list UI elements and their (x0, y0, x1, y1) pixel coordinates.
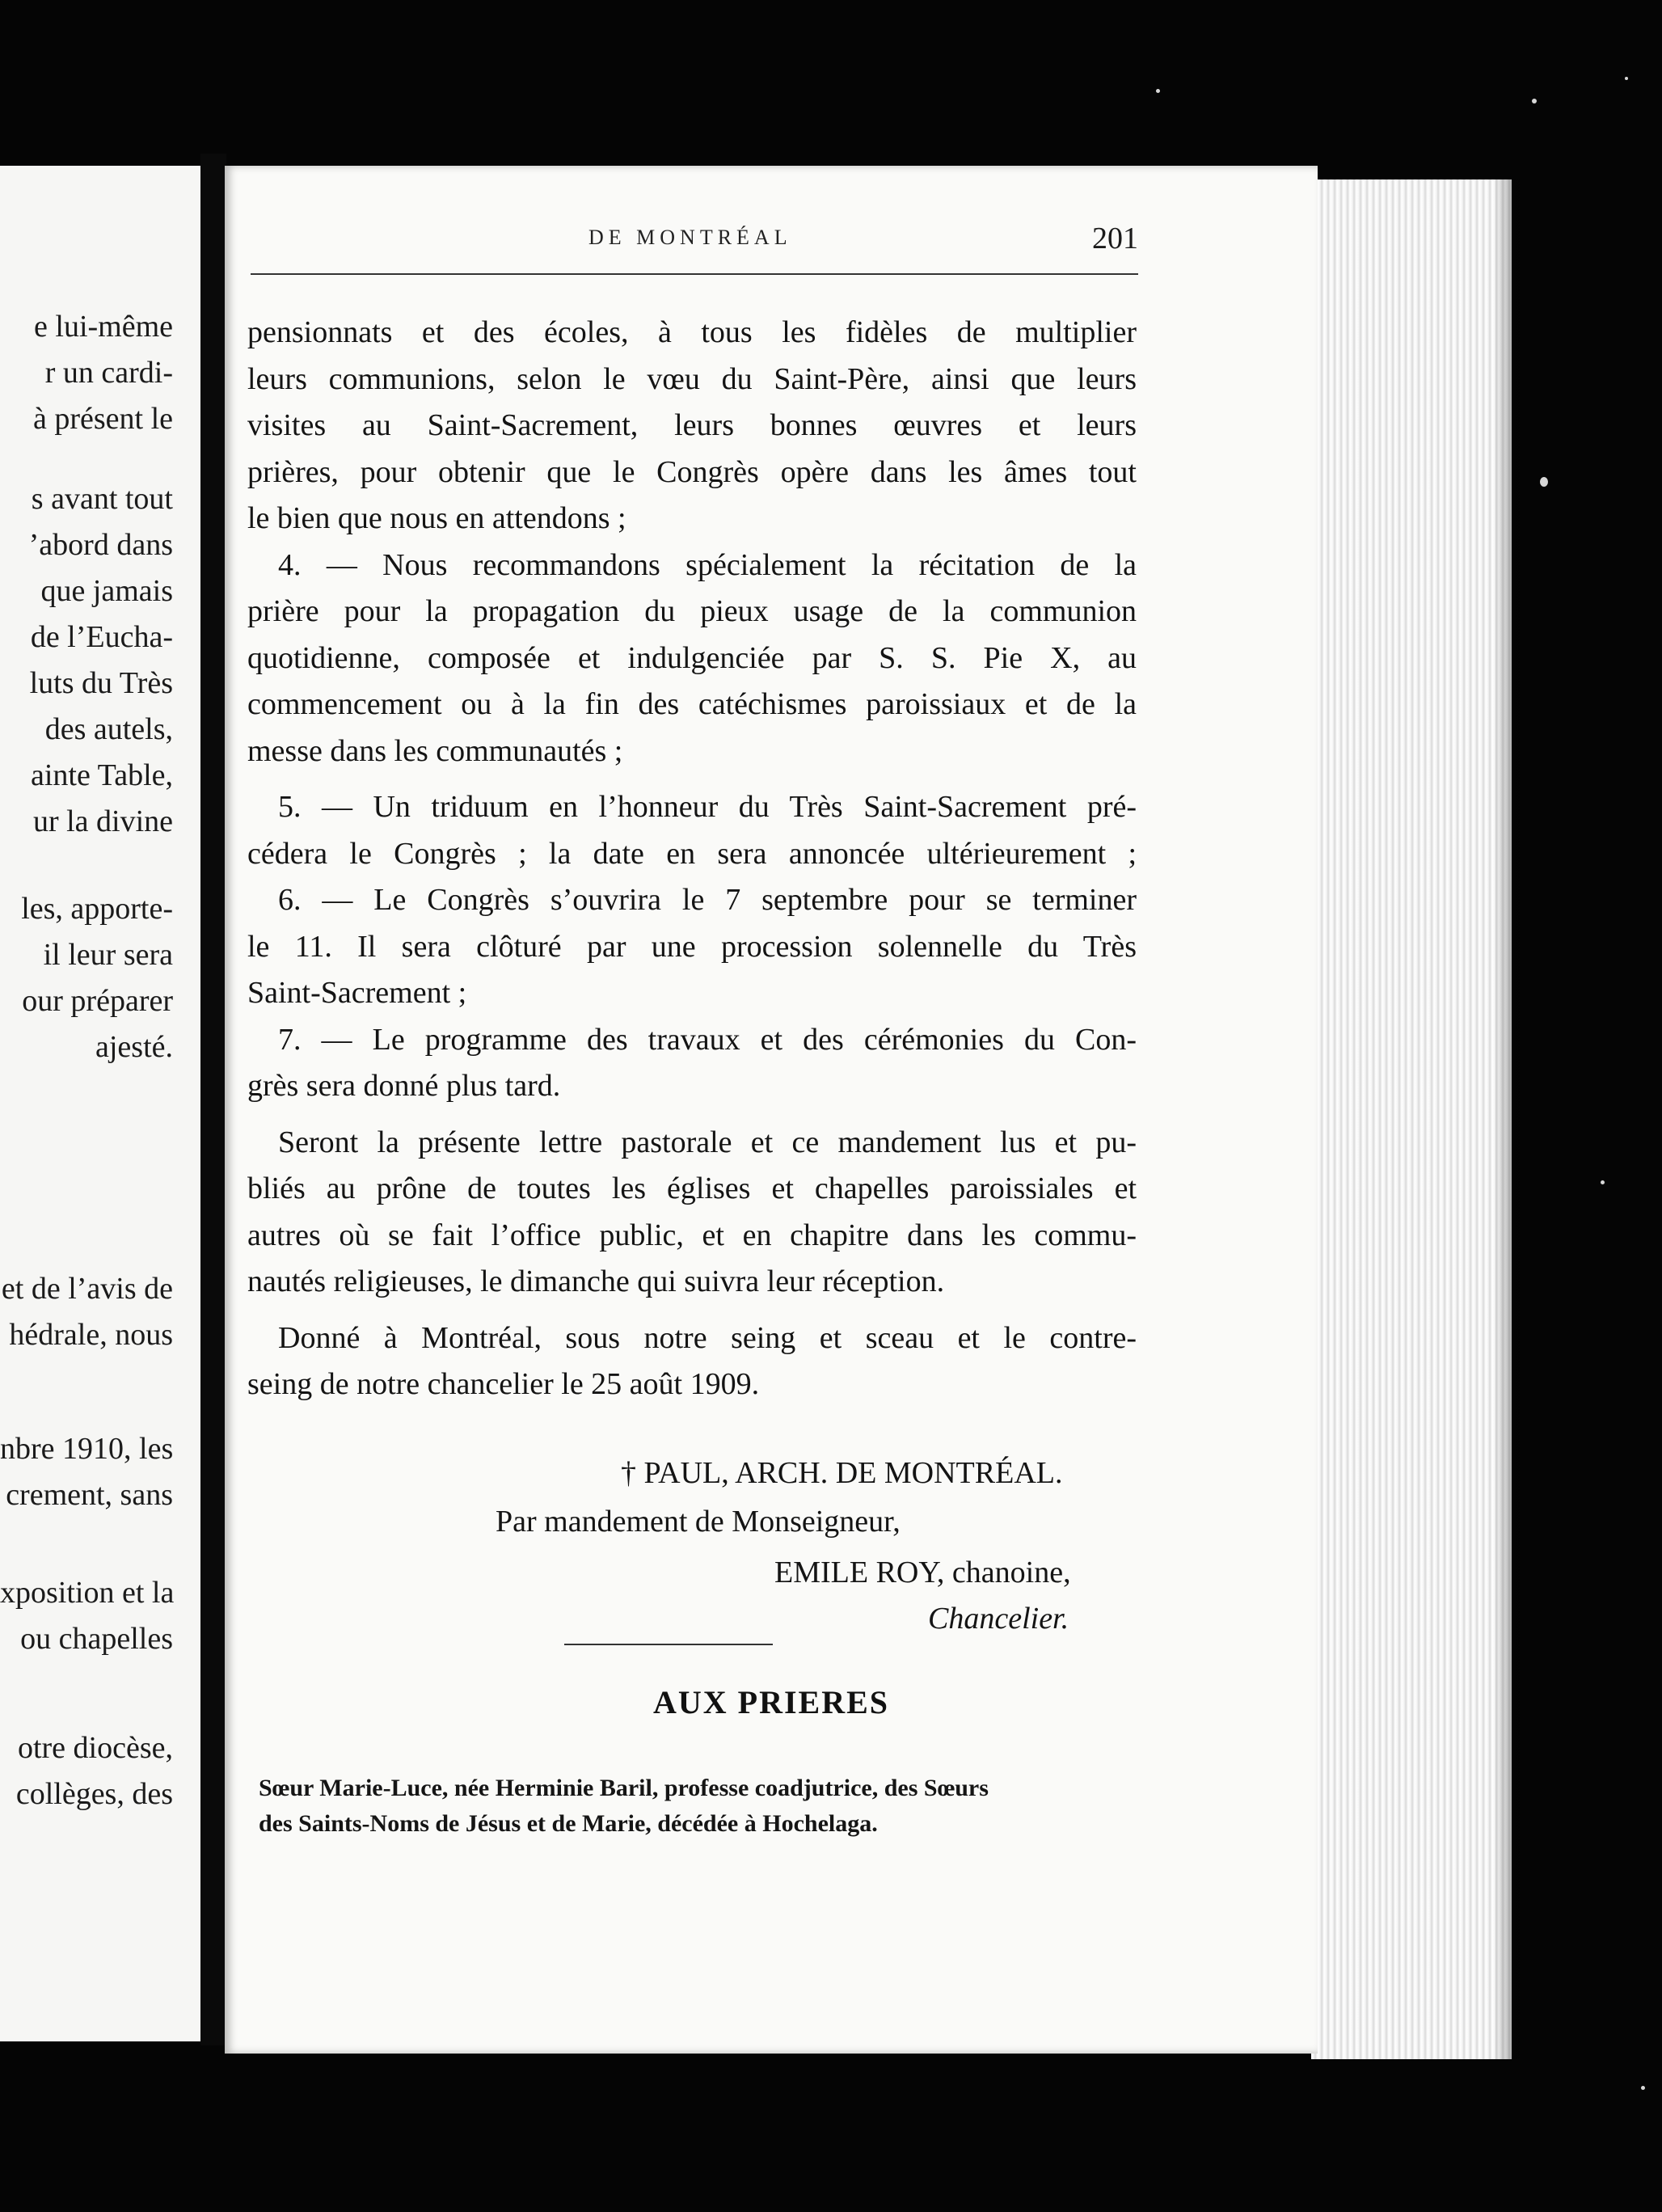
body-line: visites au Saint-Sacrement, leurs bonnes œuvres et leurs (247, 408, 1137, 442)
speck (1601, 1180, 1605, 1184)
left-page-line: que jamais (40, 574, 173, 608)
left-page-line: luts du Très (29, 666, 173, 700)
left-page-line: collèges, des (15, 1777, 173, 1811)
body-line: 7. — Le programme des travaux et des cérémonies du Con- (278, 1022, 1137, 1057)
archbishop-signature: † PAUL, ARCH. DE MONTRÉAL. (621, 1456, 1063, 1490)
body-line: 6. — Le Congrès s’ouvrira le 7 septembre pour se terminer (278, 883, 1137, 917)
left-page-line: xposition et la (0, 1576, 175, 1610)
left-page-line: ainte Table, (30, 758, 173, 792)
header-rule (251, 273, 1138, 275)
main-page (225, 166, 1318, 2054)
left-page-line: ajesté. (95, 1030, 173, 1064)
left-page-line: nbre 1910, les (0, 1432, 174, 1466)
left-page-line: et de l’avis de (1, 1272, 173, 1306)
body-line: commencement ou à la fin des catéchismes paroissiaux et de la (247, 687, 1137, 721)
body-line: 4. — Nous recommandons spécialement la récitation de la (278, 547, 1137, 582)
body-line: messe dans les communautés ; (247, 733, 623, 768)
left-page-line: ’abord dans (28, 528, 173, 562)
left-page-line: our préparer (22, 984, 173, 1018)
left-page-line: r un cardi- (44, 356, 173, 390)
body-line: nautés religieuses, le dimanche qui suivra leur réception. (247, 1264, 945, 1298)
body-line: Donné à Montréal, sous notre seing et sceau et le contre- (278, 1320, 1137, 1355)
body-line: 5. — Un triduum en l’honneur du Très Saint-Sacrement pré- (278, 790, 1137, 824)
page-number: 201 (1092, 222, 1138, 255)
left-facing-page (0, 166, 200, 2041)
page-edges (1311, 179, 1512, 2059)
body-line: prières, pour obtenir que le Congrès opère dans les âmes tout (247, 454, 1137, 489)
left-page-line: hédrale, nous (9, 1318, 173, 1352)
left-page-line: il leur sera (43, 938, 173, 972)
body-line: autres où se fait l’office public, et en chapitre dans les commu- (247, 1218, 1137, 1252)
body-line: grès sera donné plus tard. (247, 1069, 561, 1103)
speck (1532, 99, 1537, 103)
prayers-heading: AUX PRIERES (652, 1684, 890, 1720)
prayers-note-line: des Saints-Noms de Jésus et de Marie, décédée à Hochelaga. (259, 1810, 878, 1837)
book-gutter (200, 154, 226, 2045)
left-page-line: s avant tout (31, 482, 173, 516)
running-head: DE MONTRÉAL (588, 226, 792, 249)
left-page-line: des autels, (44, 712, 173, 746)
body-line: Saint-Sacrement ; (247, 976, 467, 1010)
body-line: le bien que nous en attendons ; (247, 501, 626, 535)
left-page-line: e lui-même (34, 310, 173, 344)
body-text (247, 310, 1137, 1408)
body-line: prière pour la propagation du pieux usage de la communion (247, 594, 1137, 628)
left-page-line: otre diocèse, (17, 1731, 173, 1765)
left-page-line: à présent le (32, 402, 173, 436)
body-line: seing de notre chancelier le 25 août 1909. (247, 1367, 760, 1401)
left-page-line: les, apporte- (21, 892, 173, 926)
speck (1625, 77, 1628, 80)
page-edges-shadow (1495, 179, 1520, 2059)
prayers-note-line: Sœur Marie-Luce, née Herminie Baril, professe coadjutrice, des Sœurs (259, 1775, 989, 1801)
left-page-line: crement, sans (6, 1478, 173, 1512)
prayers-note (259, 1771, 1140, 1842)
page-header (249, 221, 1138, 260)
body-line: pensionnats et des écoles, à tous les fidèles de multiplier (247, 315, 1137, 349)
speck (1641, 2086, 1645, 2090)
body-line: Seront la présente lettre pastorale et ce mandement lus et pu- (278, 1125, 1137, 1159)
left-page-line: de l’Eucha- (30, 620, 173, 654)
speck (1156, 89, 1160, 93)
body-line: le 11. Il sera clôturé par une procession solennelle du Très (247, 929, 1137, 964)
left-page-line: ur la divine (32, 804, 173, 838)
body-line: bliés au prône de toutes les églises et chapelles paroissiales et (247, 1171, 1137, 1205)
secretary-line: EMILE ROY, chanoine, (774, 1556, 1071, 1589)
body-line: leurs communions, selon le vœu du Saint-Père, ainsi que leurs (247, 361, 1137, 396)
left-page-line: ou chapelles (20, 1622, 173, 1656)
speck (1540, 477, 1548, 487)
by-mandate-line: Par mandement de Monseigneur, (496, 1505, 901, 1539)
body-line: cédera le Congrès ; la date en sera annoncée ultérieurement ; (247, 836, 1137, 871)
separator-rule (564, 1644, 773, 1645)
chancellor-title: Chancelier. (928, 1602, 1069, 1636)
body-line: quotidienne, composée et indulgenciée par S. S. Pie X, au (247, 640, 1137, 675)
